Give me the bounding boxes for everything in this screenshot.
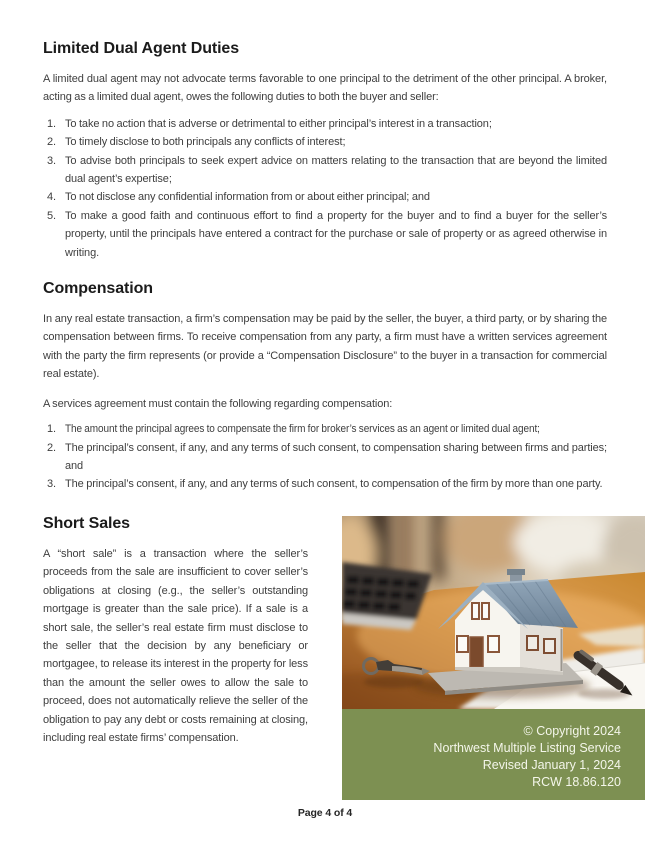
list-item-text: To make a good faith and continuous effort to find a property for the buyer and to find a buyer for the seller’s property, until the principals have entered a contract for the purchase or sale of property or as agreed otherwise in writing. xyxy=(65,209,607,259)
limited-dual-agent-intro-paragraph: A limited dual agent may not advocate terms favorable to one principal to the detriment of the other principal. A broker, acting as a limited dual agent, owes the following duties to both the buyer and seller: xyxy=(43,73,607,104)
page-content xyxy=(43,39,607,494)
copyright-line: © Copyright 2024 xyxy=(523,724,621,738)
list-item xyxy=(43,207,607,262)
model-house-photo xyxy=(342,516,645,709)
limited-dual-agent-duties-heading: Limited Dual Agent Duties xyxy=(43,40,240,57)
list-item-text: To take no action that is adverse or detrimental to either principal’s interest in a transaction; xyxy=(65,117,492,130)
compensation-intro-paragraph: In any real estate transaction, a firm’s compensation may be paid by the seller, the buyer, a third party, or by sharing the compensation between firms. To receive compensation from any party, a firm must have a written services agreement with the party the firm represents (or provide a “Compensation Disclosure” to the buyer in a transaction for commercial real estate). xyxy=(43,313,607,381)
short-sales-paragraph: A “short sale” is a transaction where the seller’s proceeds from the sale are insufficient to cover seller’s obligations at closing (e.g., the seller’s outstanding mortgage is greater than the sale price). If a sale is a short sale, the seller’s real estate firm must disclose to the seller that the decision by any beneficiary or mortgagee, to release its interest in the property for less than the amount the seller owes to allow the sale to proceed, does not automatically relieve the seller of the obligation to pay any debt or costs remaining at closing, including real estate firms’ compensation. xyxy=(43,548,308,745)
list-item xyxy=(43,115,607,133)
short-sales-figure xyxy=(342,516,645,800)
list-item xyxy=(43,133,607,151)
copyright-line: Revised January 1, 2024 xyxy=(482,758,621,772)
list-item-text: The principal’s consent, if any, and any terms of such consent, to compensation of the firm by more than one party. xyxy=(65,478,603,491)
list-item xyxy=(43,152,607,189)
list-item-text: The amount the principal agrees to compensate the firm for broker’s services as an agent or limited dual agent; xyxy=(65,423,540,436)
list-item-text: To not disclose any confidential information from or about either principal; and xyxy=(65,191,430,204)
list-item-text: To advise both principals to seek expert advice on matters relating to the transaction that are beyond the limited dual agent’s expertise; xyxy=(65,154,607,186)
section-limited-dual-agent-duties xyxy=(43,39,607,262)
copyright-line: Northwest Multiple Listing Service xyxy=(433,741,621,755)
short-sales-heading: Short Sales xyxy=(43,515,130,532)
list-item-text: To timely disclose to both principals any conflicts of interest; xyxy=(65,136,346,149)
page-footer xyxy=(0,807,650,819)
list-item xyxy=(43,188,607,206)
list-item xyxy=(43,439,607,476)
services-agreement-paragraph: A services agreement must contain the following regarding compensation: xyxy=(43,397,393,410)
list-item xyxy=(43,420,607,438)
section-short-sales xyxy=(43,514,645,800)
list-item-text: The principal’s consent, if any, and any terms of such consent, to compensation sharing between firms and parties; and xyxy=(65,441,607,472)
compensation-heading: Compensation xyxy=(43,280,153,298)
duties-list xyxy=(43,115,607,262)
short-sales-text-column xyxy=(43,514,308,800)
copyright-box xyxy=(342,709,645,800)
section-compensation xyxy=(43,279,607,494)
compensation-list xyxy=(43,420,607,494)
page-number: Page 4 of 4 xyxy=(297,807,353,819)
list-item xyxy=(43,475,607,493)
copyright-line: RCW 18.86.120 xyxy=(532,775,621,789)
